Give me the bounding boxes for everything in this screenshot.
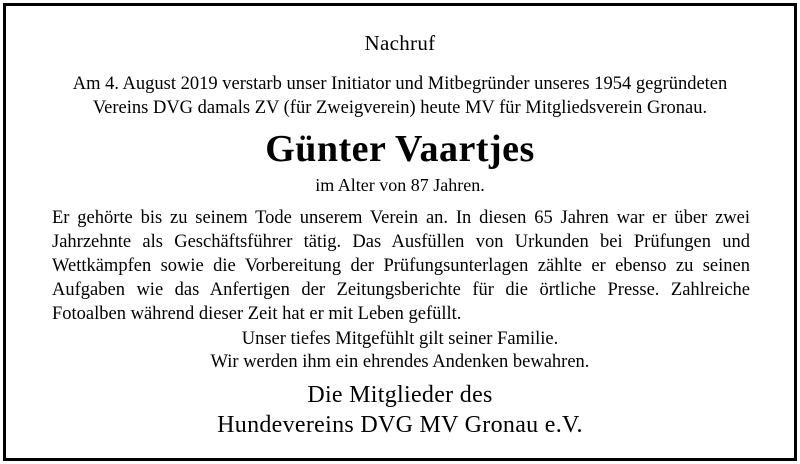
intro-paragraph bbox=[0, 72, 800, 120]
signature-block bbox=[0, 380, 800, 440]
body-line: Wettkämpfen sowie die Vorbereitung der Prüfungsunterlagen zählte er ebenso zu seinen bbox=[52, 256, 750, 276]
intro-line: Vereins DVG damals ZV (für Zweigverein) heute MV für Mitgliedsverein Gronau. bbox=[92, 98, 708, 118]
body-line: Er gehörte bis zu seinem Tode unserem Verein an. In diesen 65 Jahren war er über zwei bbox=[52, 208, 750, 228]
age-line: im Alter von 87 Jahren. bbox=[315, 175, 485, 195]
condolence-paragraph bbox=[0, 328, 800, 374]
body-line: Fotoalben während dieser Zeit hat er mit Leben gefüllt. bbox=[52, 304, 462, 324]
condolence-line: Unser tiefes Mitgefühlt gilt seiner Familie. bbox=[241, 329, 559, 349]
deceased-name: Günter Vaartjes bbox=[265, 128, 535, 170]
body-paragraph bbox=[52, 206, 750, 326]
signature-line: Hundevereins DVG MV Gronau e.V. bbox=[217, 412, 583, 438]
notice-title: Nachruf bbox=[364, 31, 436, 55]
body-line: Aufgaben wie das Anfertigen der Zeitungsberichte für die örtliche Presse. Zahlreiche bbox=[52, 280, 750, 300]
body-line: Jahrzehnte als Geschäftsführer tätig. Das Ausfüllen von Urkunden bei Prüfungen und bbox=[52, 232, 750, 252]
intro-line: Am 4. August 2019 verstarb unser Initiator und Mitbegründer unseres 1954 gegründeten bbox=[72, 74, 728, 94]
signature-line: Die Mitglieder des bbox=[307, 382, 493, 408]
condolence-line: Wir werden ihm ein ehrendes Andenken bewahren. bbox=[210, 352, 590, 372]
